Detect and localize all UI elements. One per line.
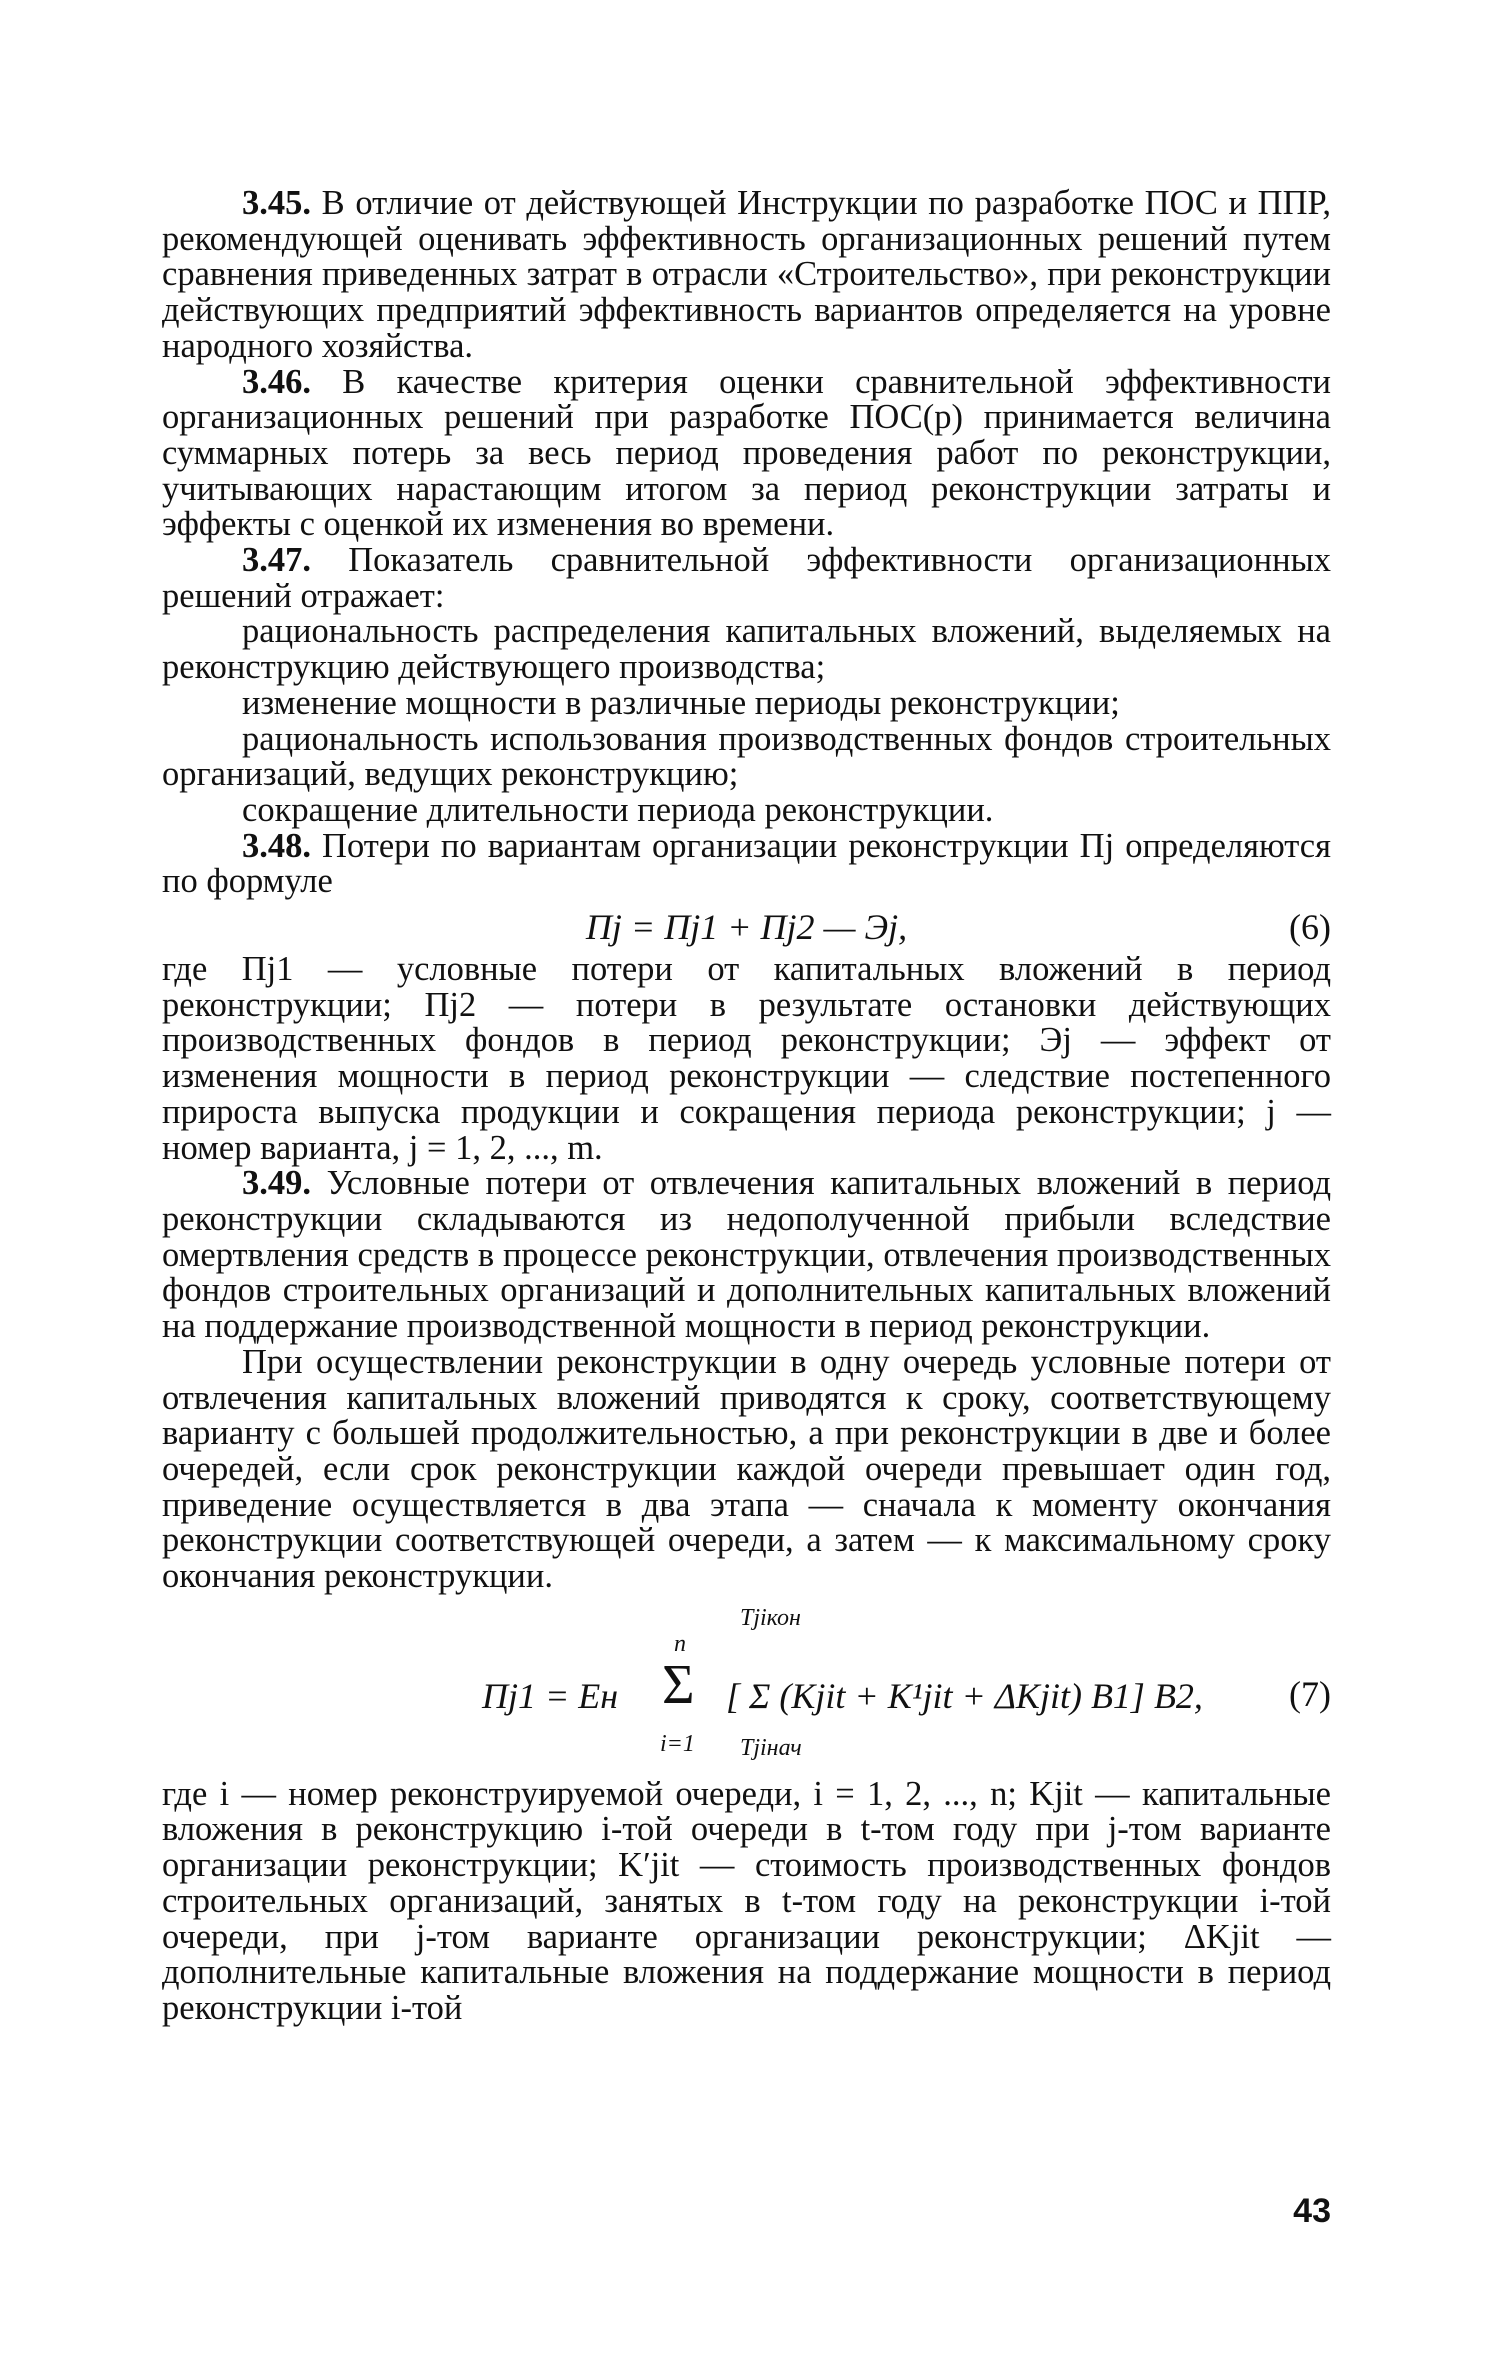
paragraph-text: Потери по вариантам организации реконструкции Пj определяются по формуле <box>162 826 1331 901</box>
sum-sign: Σ <box>662 1653 695 1716</box>
formula-6 <box>162 900 1331 952</box>
section-number: 3.45. <box>242 184 311 222</box>
page-number: 43 <box>1293 2192 1331 2230</box>
formula-7 <box>162 1595 1331 1777</box>
paragraph-3-46 <box>162 362 1331 544</box>
section-number: 3.46. <box>242 362 311 401</box>
formula-body: [ Σ (Kjit + K¹jit + ΔKjit) B1] B2, <box>726 1675 1203 1716</box>
formula-6-definitions: где Пj1 — условные потери от капитальных вложений в период реконструкции; Пj2 — потери в результате остановки действующих производственных фондов в период реконструкции; Эj — эффект от изменения мощности в период реконструкции — следствие постепенного прироста выпуска продукции и сокращения периода реконструкции; j — номер варианта, j = 1, 2, ..., m. <box>162 950 1331 1167</box>
paragraph-text: Показатель сравнительной эффективности организационных решений отражает: <box>162 541 1331 615</box>
paragraph-3-45 <box>162 186 1331 365</box>
section-number: 3.49. <box>242 1164 311 1203</box>
paragraph-3-47 <box>162 543 1331 614</box>
paragraph-text: В качестве критерия оценки сравнительной эффективности организационных решений при разработке ПОС(р) принимается величина суммарных потерь за весь период проведения работ по реконструкции, учитывающих нарастающим итогом за период реконструкции затраты и эффекты с оценкой их изменения во времени. <box>162 362 1331 544</box>
paragraph-text: Условные потери от отвлечения капитальных вложений в период реконструкции складываются из недополученной прибыли вследствие омертвления средств в процессе реконструкции, отвлечения производственных фондов строительных организаций и дополнительных капитальных вложений на поддержание производственной мощности в период реконструкции. <box>162 1164 1331 1346</box>
sum-lower-limit: i=1 <box>660 1730 695 1757</box>
list-item: сокращение длительности периода реконструкции. <box>242 790 994 829</box>
inner-sum-upper-limit: Tjiкон <box>740 1604 801 1631</box>
formula-expression <box>482 1595 1203 1777</box>
inner-sum-lower-limit: Tjiнач <box>740 1734 802 1761</box>
paragraph-text: В отличие от действующей Инструкции по разработке ПОС и ППР, рекомендующей оценивать эффективность организационных решений путем сравнения приведенных затрат в отрасли «Строительство», при реконструкции действующих предприятий эффективность вариантов определяется на уровне народного хозяйства. <box>162 184 1331 365</box>
list-item: изменение мощности в различные периоды реконструкции; <box>242 683 1120 722</box>
equation-number: (6) <box>1289 907 1331 948</box>
section-number: 3.48. <box>242 826 311 865</box>
equation-number: (7) <box>1289 1673 1331 1714</box>
formula-lhs: Пj1 = Eн <box>482 1675 619 1716</box>
formula-expression: Пj = Пj1 + Пj2 — Эj, <box>585 907 908 948</box>
paragraph-3-49 <box>162 1166 1331 1345</box>
paragraph-3-48 <box>162 826 1331 901</box>
sum-upper-limit: n <box>674 1630 686 1657</box>
list-item: рациональность использования производственных фондов строительных организаций, ведущих реконструкцию; <box>162 719 1331 794</box>
formula-7-definitions: где i — номер реконструируемой очереди, i = 1, 2, ..., n; Kjit — капитальные вложения в реконструкцию i-той очереди в t-том году при j-том варианте организации реконструкции; K′jit — стоимость производственных фондов строительных организаций, занятых в t-том году на реконструкции i-той очереди, при j-том варианте организации реконструкции; ΔKjit — дополнительные капитальные вложения на поддержание мощности в период реконструкции i-той <box>162 1774 1331 2027</box>
list-item: рациональность распределения капитальных вложений, выделяемых на реконструкцию действующего производства; <box>162 612 1331 687</box>
paragraph-3-49-continued: При осуществлении реконструкции в одну очередь условные потери от отвлечения капитальных вложений приводятся к сроку, соответствующему варианту с большей продолжительностью, а при реконструкции в две и более очередей, если срок реконструкции каждой очереди превышает один год, приведение осуществляется в два этапа — сначала к моменту окончания реконструкции соответствующей очереди, а затем — к максимальному сроку окончания реконструкции. <box>162 1342 1331 1596</box>
section-number: 3.47. <box>242 541 311 580</box>
